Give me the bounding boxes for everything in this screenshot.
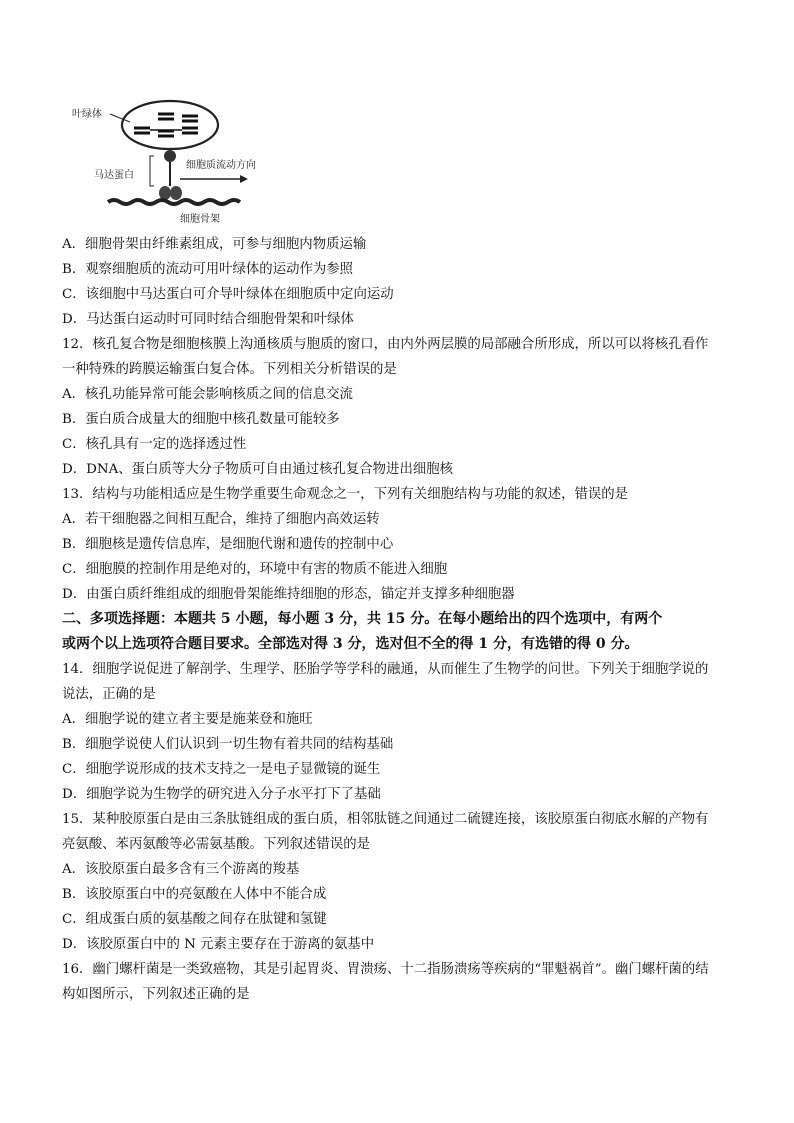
q15-option-c: C．组成蛋白质的氨基酸之间存在肽键和氢键: [62, 912, 327, 927]
q12-stem-line-2: 一种特殊的跨膜运输蛋白复合体。下列相关分析错误的是: [62, 362, 397, 377]
chloroplast-label: 叶绿体: [72, 109, 102, 120]
q16-stem-line-1: 16．幽门螺杆菌是一类致癌物，其是引起胃炎、胃溃疡、十二指肠溃疡等疾病的“罪魁祸首”。幽门螺杆菌的结: [62, 962, 709, 977]
motor-protein-figure: [70, 90, 290, 228]
flow-arrow-head: [240, 175, 248, 183]
motor-protein-head: [164, 150, 176, 162]
motor-protein-diagram: [70, 90, 290, 228]
chloroplast-shape: [122, 101, 218, 149]
motor-protein-foot-right: [170, 186, 182, 200]
q11-option-a: A．细胞骨架由纤维素组成，可参与细胞内物质运输: [62, 237, 367, 252]
q14-option-d: D．细胞学说为生物学的研究进入分子水平打下了基础: [62, 787, 381, 802]
q13-option-d: D．由蛋白质纤维组成的细胞骨架能维持细胞的形态，锚定并支撑多种细胞器: [62, 587, 515, 602]
q12-option-c: C．核孔具有一定的选择透过性: [62, 437, 247, 452]
q13-option-c: C．细胞膜的控制作用是绝对的，环境中有害的物质不能进入细胞: [62, 562, 448, 577]
q15-stem-line-1: 15．某种胶原蛋白是由三条肽链组成的蛋白质，相邻肽链之间通过二硫键连接，该胶原蛋白彻底水解的产物有: [62, 812, 709, 827]
cytoskeleton-filament: [108, 200, 240, 204]
motor-protein-label: 马达蛋白: [94, 170, 134, 181]
q14-option-b: B．细胞学说使人们认识到一切生物有着共同的结构基础: [62, 737, 394, 752]
question-content: [62, 232, 742, 1007]
cytoskeleton-label: 细胞骨架: [180, 214, 220, 225]
q11-option-c: C．该细胞中马达蛋白可介导叶绿体在细胞质中定向运动: [62, 287, 394, 302]
q11-option-b: B．观察细胞质的流动可用叶绿体的运动作为参照: [62, 262, 354, 277]
section2-heading-line-1: 二、多项选择题：本题共 5 小题，每小题 3 分，共 15 分。在每小题给出的四个选项中，有两个: [62, 611, 663, 627]
q12-option-a: A．核孔功能异常可能会影响核质之间的信息交流: [62, 387, 353, 402]
section2-heading-line-2: 或两个以上选项符合题目要求。全部选对得 3 分，选对但不全的得 1 分，有选错的得 0 分。: [62, 636, 639, 652]
motor-protein-foot-left: [159, 186, 171, 200]
q12-option-b: B．蛋白质合成量大的细胞中核孔数量可能较多: [62, 412, 340, 427]
flow-direction-label: 细胞质流动方向: [186, 160, 256, 171]
q14-stem-line-2: 说法，正确的是: [62, 687, 156, 702]
motor-protein-bracket: [150, 156, 154, 186]
q13-option-a: A．若干细胞器之间相互配合，维持了细胞内高效运转: [62, 512, 380, 527]
q13-stem-line-1: 13．结构与功能相适应是生物学重要生命观念之一，下列有关细胞结构与功能的叙述，错误的是: [62, 487, 629, 502]
q11-option-d: D．马达蛋白运动时可同时结合细胞骨架和叶绿体: [62, 312, 354, 327]
q12-option-d: D．DNA、蛋白质等大分子物质可自由通过核孔复合物进出细胞核: [62, 462, 454, 477]
q13-option-b: B．细胞核是遗传信息库，是细胞代谢和遗传的控制中心: [62, 537, 394, 552]
q15-option-d: D．该胶原蛋白中的 N 元素主要存在于游离的氨基中: [62, 937, 375, 952]
q12-stem-line-1: 12．核孔复合物是细胞核膜上沟通核质与胞质的窗口，由内外两层膜的局部融合所形成，所以可以将核孔看作: [62, 337, 709, 352]
q16-stem-line-2: 构如图所示，下列叙述正确的是: [62, 987, 250, 1002]
q15-option-b: B．该胶原蛋白中的亮氨酸在人体中不能合成: [62, 887, 327, 902]
q14-stem-line-1: 14．细胞学说促进了解剖学、生理学、胚胎学等学科的融通，从而催生了生物学的问世。下列关于细胞学说的: [62, 662, 709, 677]
q15-option-a: A．该胶原蛋白最多含有三个游离的羧基: [62, 862, 300, 877]
q14-option-a: A．细胞学说的建立者主要是施莱登和施旺: [62, 712, 313, 727]
q15-stem-line-2: 亮氨酸、苯丙氨酸等必需氨基酸。下列叙述错误的是: [62, 837, 370, 852]
q14-option-c: C．细胞学说形成的技术支持之一是电子显微镜的诞生: [62, 762, 381, 777]
